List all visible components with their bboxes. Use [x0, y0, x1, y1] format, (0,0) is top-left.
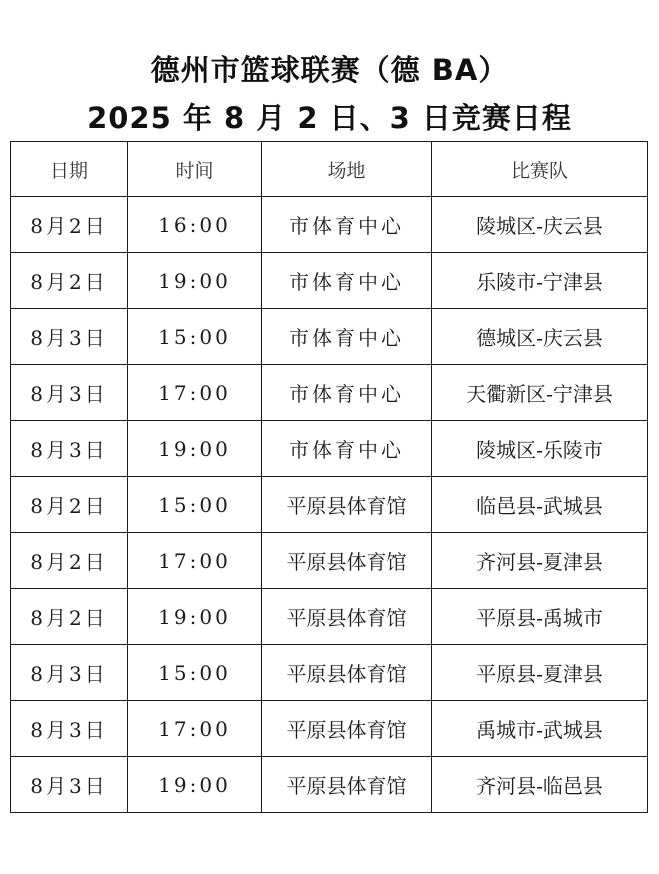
header-date: 日期 — [11, 142, 128, 197]
cell-date: 8月3日 — [11, 309, 128, 365]
table-row — [11, 309, 648, 365]
table-row — [11, 253, 648, 309]
cell-time: 19:00 — [128, 757, 262, 813]
cell-teams: 陵城区-庆云县 — [432, 197, 648, 253]
cell-date: 8月3日 — [11, 757, 128, 813]
cell-venue: 市体育中心 — [262, 365, 432, 421]
cell-teams: 平原县-禹城市 — [432, 589, 648, 645]
cell-teams: 齐河县-临邑县 — [432, 757, 648, 813]
table-row — [11, 197, 648, 253]
cell-date: 8月3日 — [11, 645, 128, 701]
table-row — [11, 421, 648, 477]
header-time: 时间 — [128, 142, 262, 197]
cell-date: 8月3日 — [11, 365, 128, 421]
table-row — [11, 645, 648, 701]
header-venue: 场地 — [262, 142, 432, 197]
cell-teams: 陵城区-乐陵市 — [432, 421, 648, 477]
cell-venue: 平原县体育馆 — [262, 533, 432, 589]
cell-teams: 齐河县-夏津县 — [432, 533, 648, 589]
document-title: 德州市篮球联赛（德 BA） — [150, 53, 509, 87]
table-row — [11, 757, 648, 813]
table-row — [11, 365, 648, 421]
table-row — [11, 533, 648, 589]
schedule-table — [10, 141, 648, 813]
table-row — [11, 477, 648, 533]
cell-venue: 平原县体育馆 — [262, 589, 432, 645]
header-teams: 比赛队 — [432, 142, 648, 197]
cell-date: 8月2日 — [11, 589, 128, 645]
cell-time: 17:00 — [128, 701, 262, 757]
cell-venue: 平原县体育馆 — [262, 645, 432, 701]
cell-time: 15:00 — [128, 645, 262, 701]
cell-teams: 禹城市-武城县 — [432, 701, 648, 757]
cell-teams: 临邑县-武城县 — [432, 477, 648, 533]
cell-teams: 平原县-夏津县 — [432, 645, 648, 701]
cell-date: 8月2日 — [11, 253, 128, 309]
table-row — [11, 701, 648, 757]
document-subtitle: 2025 年 8 月 2 日、3 日竞赛日程 — [87, 101, 572, 135]
cell-teams: 德城区-庆云县 — [432, 309, 648, 365]
cell-venue: 市体育中心 — [262, 421, 432, 477]
cell-time: 15:00 — [128, 477, 262, 533]
table-row — [11, 589, 648, 645]
cell-venue: 市体育中心 — [262, 309, 432, 365]
table-header-row — [11, 142, 648, 197]
cell-date: 8月3日 — [11, 701, 128, 757]
cell-venue: 市体育中心 — [262, 253, 432, 309]
cell-time: 19:00 — [128, 421, 262, 477]
cell-venue: 市体育中心 — [262, 197, 432, 253]
cell-date: 8月2日 — [11, 477, 128, 533]
cell-teams: 乐陵市-宁津县 — [432, 253, 648, 309]
cell-date: 8月2日 — [11, 533, 128, 589]
cell-venue: 平原县体育馆 — [262, 477, 432, 533]
cell-time: 15:00 — [128, 309, 262, 365]
cell-teams: 天衢新区-宁津县 — [432, 365, 648, 421]
cell-date: 8月2日 — [11, 197, 128, 253]
cell-time: 19:00 — [128, 589, 262, 645]
cell-date: 8月3日 — [11, 421, 128, 477]
cell-time: 17:00 — [128, 533, 262, 589]
cell-venue: 平原县体育馆 — [262, 701, 432, 757]
cell-time: 16:00 — [128, 197, 262, 253]
cell-time: 17:00 — [128, 365, 262, 421]
cell-venue: 平原县体育馆 — [262, 757, 432, 813]
cell-time: 19:00 — [128, 253, 262, 309]
